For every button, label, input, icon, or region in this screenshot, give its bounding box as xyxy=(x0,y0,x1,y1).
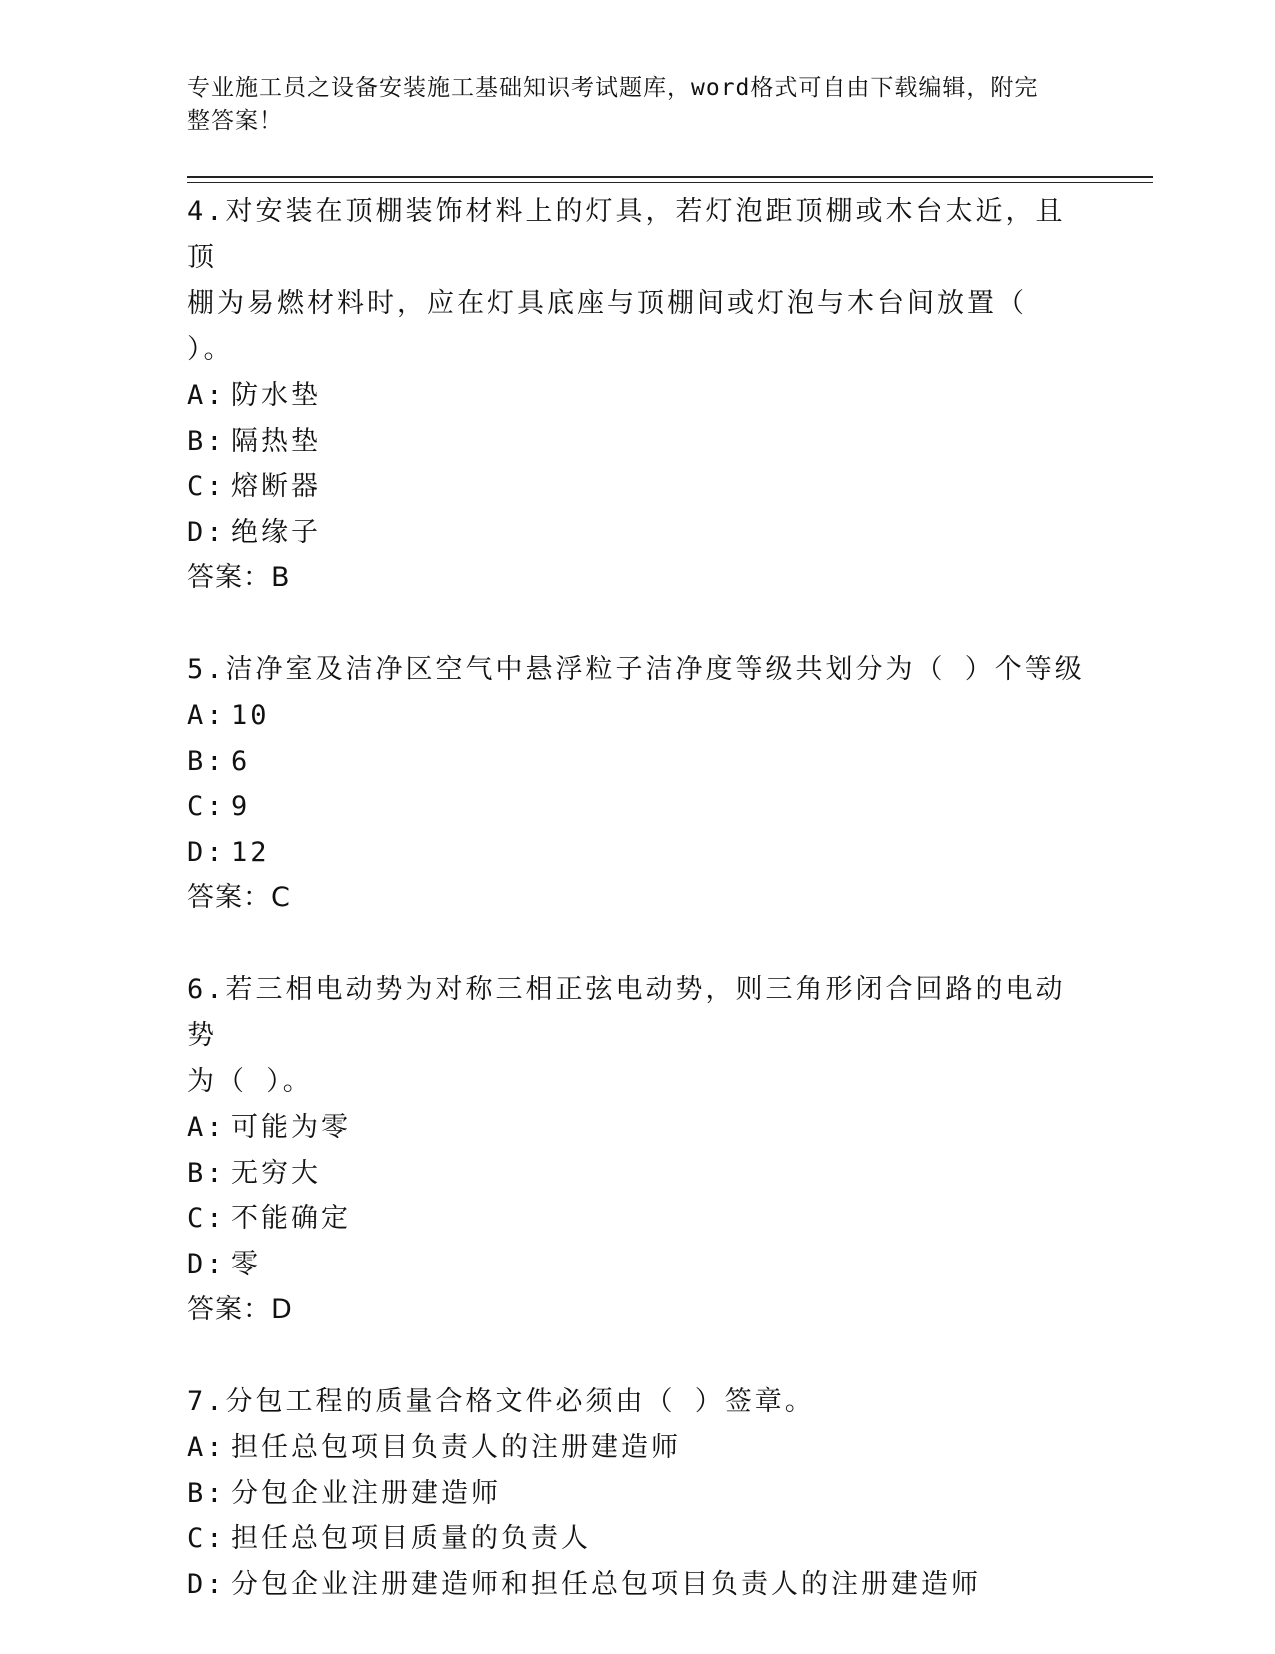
question-block xyxy=(187,967,1087,1332)
answer-option xyxy=(187,784,1087,830)
option-letter: B: xyxy=(187,425,226,457)
option-text: 熔断器 xyxy=(231,471,321,502)
option-text: 不能确定 xyxy=(231,1203,351,1234)
question-stem-line: 6.若三相电动势为对称三相正弦电动势，则三角形闭合回路的电动势 xyxy=(187,974,1066,1051)
answer-option xyxy=(187,1196,1087,1242)
option-text: 担任总包项目质量的负责人 xyxy=(231,1523,591,1554)
question-stem-line: 7.分包工程的质量合格文件必须由（ ）签章。 xyxy=(187,1386,815,1417)
option-text: 绝缘子 xyxy=(231,516,321,548)
option-letter: C: xyxy=(187,471,226,502)
option-letter: D: xyxy=(187,836,226,868)
answer-option xyxy=(187,1242,1087,1288)
option-text: 隔热垫 xyxy=(231,425,321,457)
question-block xyxy=(187,1379,1087,1607)
option-letter: B: xyxy=(187,1477,226,1509)
option-text: 12 xyxy=(231,836,270,868)
question-stem-line: 4.对安装在顶棚装饰材料上的灯具，若灯泡距顶棚或木台太近，且顶 xyxy=(187,196,1066,273)
option-text: 担任总包项目负责人的注册建造师 xyxy=(231,1432,681,1463)
option-text: 可能为零 xyxy=(231,1112,351,1143)
answer-key: 答案：C xyxy=(187,882,291,913)
answer-option xyxy=(187,1562,1087,1608)
option-text: 10 xyxy=(231,700,270,731)
answer-option xyxy=(187,1471,1087,1517)
document-header xyxy=(187,72,1067,138)
option-text: 分包企业注册建造师 xyxy=(231,1477,501,1509)
option-letter: D: xyxy=(187,1568,226,1600)
header-divider-thin xyxy=(187,182,1153,183)
question-stem-line: 5.洁净室及洁净区空气中悬浮粒子洁净度等级共划分为（ ）个等级 xyxy=(187,654,1085,685)
answer-option xyxy=(187,1151,1087,1197)
option-text: 6 xyxy=(231,745,251,777)
option-letter: A: xyxy=(187,1112,226,1143)
option-letter: A: xyxy=(187,700,226,731)
question-block xyxy=(187,189,1087,600)
option-letter: C: xyxy=(187,791,226,822)
header-divider-thick xyxy=(187,176,1153,178)
header-line-2: 整答案！ xyxy=(187,108,283,134)
question-stem-line: 为（ ）。 xyxy=(187,1066,313,1097)
answer-option xyxy=(187,830,1087,876)
answer-key: 答案：B xyxy=(187,562,291,593)
answer-option xyxy=(187,1105,1087,1151)
option-text: 分包企业注册建造师和担任总包项目负责人的注册建造师 xyxy=(231,1568,981,1600)
option-text: 9 xyxy=(231,791,251,822)
answer-option xyxy=(187,1425,1087,1471)
answer-option xyxy=(187,464,1087,510)
answer-option xyxy=(187,373,1087,419)
option-letter: D: xyxy=(187,1248,226,1280)
option-letter: A: xyxy=(187,1432,226,1463)
answer-option xyxy=(187,693,1087,739)
option-text: 防水垫 xyxy=(231,380,321,411)
answer-key: 答案：D xyxy=(187,1294,293,1325)
option-text: 无穷大 xyxy=(231,1157,321,1189)
answer-option xyxy=(187,419,1087,465)
option-letter: A: xyxy=(187,380,226,411)
option-letter: B: xyxy=(187,1157,226,1189)
question-block xyxy=(187,647,1087,920)
option-letter: D: xyxy=(187,516,226,548)
option-letter: B: xyxy=(187,745,226,777)
question-list xyxy=(187,189,1087,1654)
option-letter: C: xyxy=(187,1523,226,1554)
header-line-1: 专业施工员之设备安装施工基础知识考试题库，word格式可自由下载编辑，附完 xyxy=(187,75,1039,101)
option-text: 零 xyxy=(231,1248,261,1280)
option-letter: C: xyxy=(187,1203,226,1234)
answer-option xyxy=(187,1516,1087,1562)
question-stem-line: 棚为易燃材料时，应在灯具底座与顶棚间或灯泡与木台间放置（ ）。 xyxy=(187,288,1027,365)
answer-option xyxy=(187,739,1087,785)
answer-option xyxy=(187,510,1087,556)
